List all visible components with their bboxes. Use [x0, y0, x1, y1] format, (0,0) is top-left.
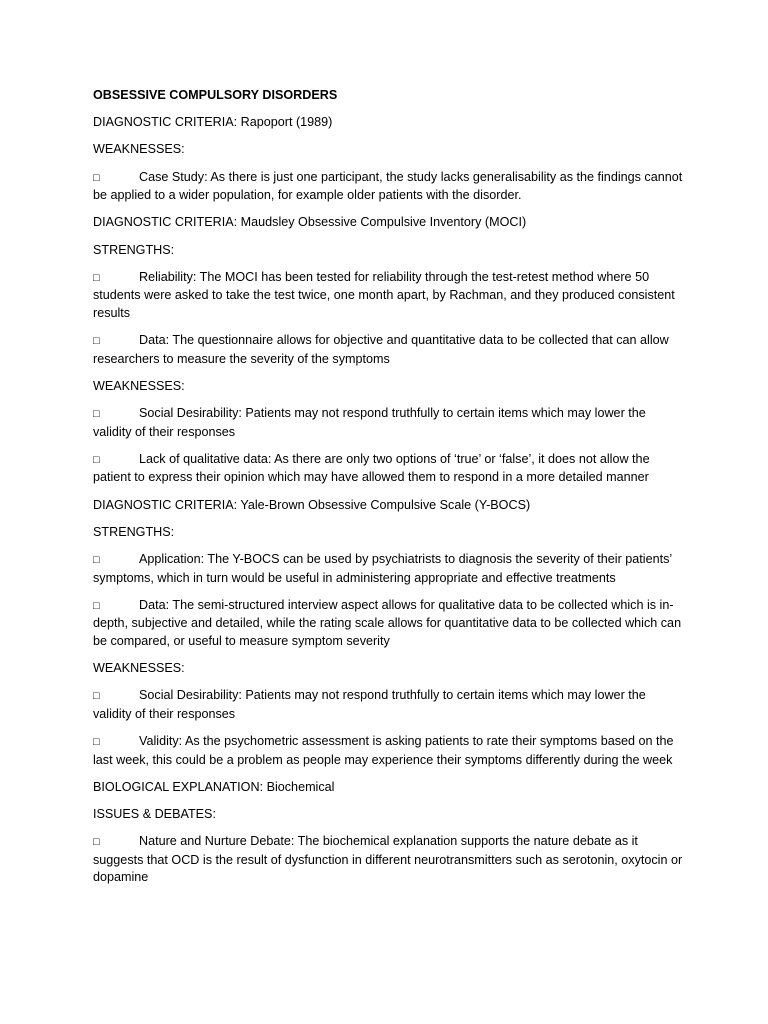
bullet-item: [93, 405, 683, 441]
document-body: [93, 87, 683, 897]
bullet-text: Social Desirability: Patients may not respond truthfully to certain items which may lower the validity of their responses: [93, 688, 646, 721]
bullet-text: Nature and Nurture Debate: The biochemical explanation supports the nature debate as it suggests that OCD is the result of dysfunction in different neurotransmitters such as serotonin, oxytocin or dopamine: [93, 834, 683, 885]
bullet-icon: □: [93, 690, 100, 703]
bullet-item: [93, 332, 683, 368]
bullet-text: Social Desirability: Patients may not respond truthfully to certain items which may lower the validity of their responses: [93, 406, 646, 439]
subsection-heading: WEAKNESSES:: [93, 661, 185, 676]
bullet-text: Validity: As the psychometric assessment is asking patients to rate their symptoms based on the last week, this could be a problem as people may experience their symptoms differently during the week: [93, 734, 674, 767]
bullet-item: [93, 733, 683, 769]
bullet-item: [93, 451, 683, 487]
subsection-heading: STRENGTHS:: [93, 524, 175, 539]
bullet-text: Data: The questionnaire allows for objective and quantitative data to be collected that can allow researchers to measure the severity of the symptoms: [93, 333, 669, 366]
bullet-icon: □: [93, 736, 100, 749]
bullet-item: [93, 833, 683, 887]
bullet-item: [93, 597, 683, 651]
bullet-text: Data: The semi-structured interview aspect allows for qualitative data to be collected which is in-depth, subjective and detailed, while the rating scale allows for quantitative data to be collected which can be compared, or useful to measure symptom severity: [93, 597, 682, 648]
bullet-icon: □: [93, 171, 100, 184]
bullet-text: Case Study: As there is just one participant, the study lacks generalisability as the findings cannot be applied to a wider population, for example older patients with the disorder.: [93, 169, 683, 203]
bullet-icon: □: [93, 599, 100, 612]
bullet-item: [93, 169, 683, 205]
subsection-heading: WEAKNESSES:: [93, 142, 185, 157]
bullet-item: [93, 551, 683, 587]
subsection-heading: STRENGTHS:: [93, 242, 175, 257]
section-heading: DIAGNOSTIC CRITERIA: Maudsley Obsessive Compulsive Inventory (MOCI): [93, 215, 527, 230]
subsection-heading: WEAKNESSES:: [93, 378, 185, 393]
bullet-item: [93, 269, 683, 323]
section-heading: BIOLOGICAL EXPLANATION: Biochemical: [93, 779, 335, 794]
bullet-text: Lack of qualitative data: As there are only two options of ‘true’ or ‘false’, it does not allow the patient to express their opinion which may have allowed them to respond in a more detailed manner: [93, 451, 650, 485]
bullet-text: Reliability: The MOCI has been tested for reliability through the test-retest method where 50 students were asked to take the test twice, one month apart, by Rachman, and they produced consistent results: [93, 269, 675, 320]
bullet-item: [93, 687, 683, 723]
subsection-heading: ISSUES & DEBATES:: [93, 807, 216, 822]
document-title: OBSESSIVE COMPULSORY DISORDERS: [93, 88, 338, 102]
bullet-icon: □: [93, 554, 100, 566]
bullet-text: Application: The Y-BOCS can be used by psychiatrists to diagnosis the severity of their patients’ symptoms, which in turn would be useful in administering appropriate and effective treatments: [93, 552, 672, 585]
bullet-icon: □: [93, 335, 100, 348]
bullet-icon: □: [93, 836, 100, 849]
section-heading: DIAGNOSTIC CRITERIA: Rapoport (1989): [93, 115, 333, 130]
bullet-icon: □: [93, 408, 100, 421]
section-heading: DIAGNOSTIC CRITERIA: Yale-Brown Obsessive Compulsive Scale (Y-BOCS): [93, 497, 531, 512]
bullet-icon: □: [93, 271, 100, 284]
bullet-icon: □: [93, 453, 100, 466]
